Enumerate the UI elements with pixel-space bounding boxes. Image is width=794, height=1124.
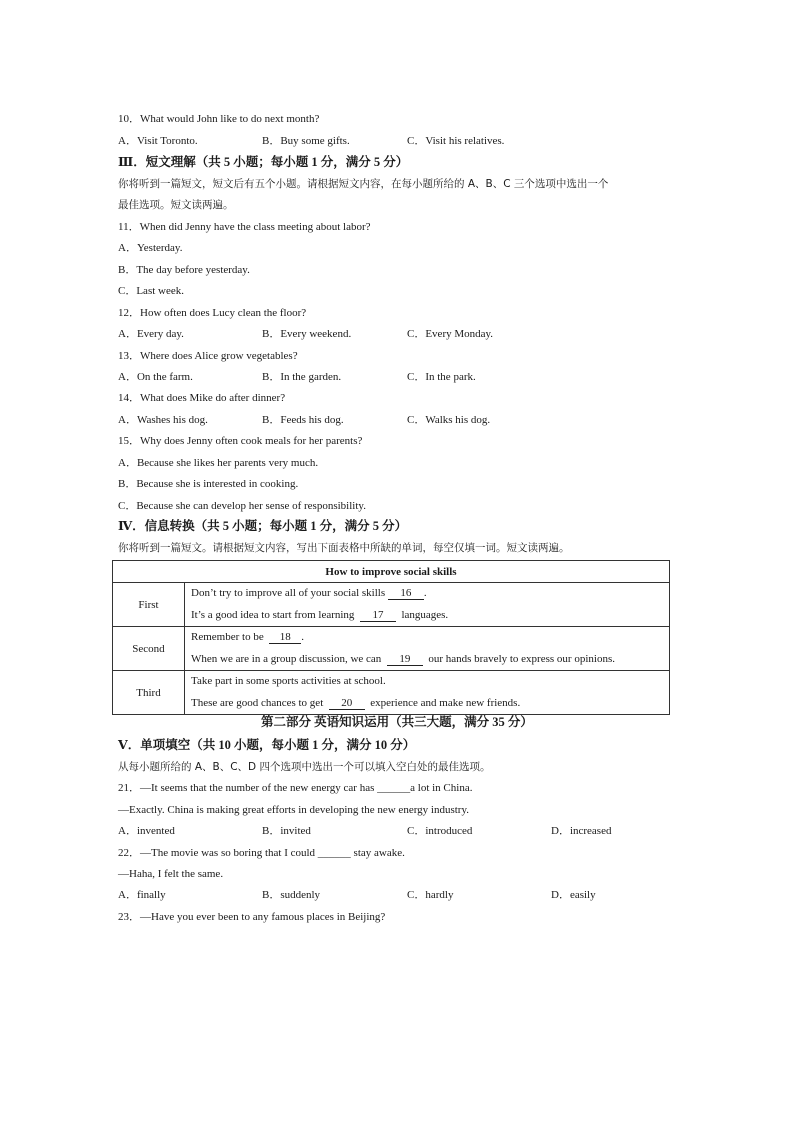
- row-label-third: Third: [113, 671, 185, 715]
- blank-20: 20: [329, 697, 365, 710]
- q12-option-a: A．Every day.: [118, 328, 184, 340]
- q11-option-a: A．Yesterday.: [118, 242, 183, 254]
- q12-option-b: B．Every weekend.: [262, 328, 352, 340]
- q13-option-c: C．In the park.: [407, 371, 476, 383]
- blank-19: 19: [387, 653, 423, 666]
- q22-line2: —Haha, I felt the same.: [118, 868, 224, 880]
- q23-line1: 23．—Have you ever been to any famous places in Beijing?: [118, 911, 386, 923]
- q21-option-c: C．introduced: [407, 825, 473, 837]
- q15-option-c: C．Because she can develop her sense of responsibility.: [118, 500, 366, 512]
- q11-option-b: B．The day before yesterday.: [118, 264, 250, 276]
- blank-16: 16: [388, 587, 424, 600]
- q14-stem: 14．What does Mike do after dinner?: [118, 392, 286, 404]
- row-label-first: First: [113, 583, 185, 627]
- q15-option-b: B．Because she is interested in cooking.: [118, 478, 299, 490]
- q15-stem: 15．Why does Jenny often cook meals for her parents?: [118, 435, 363, 447]
- row-content-second: Remember to be 18 . When we are in a group discussion, we can 19 our hands bravely to express our opinions.: [185, 627, 670, 671]
- table-header: How to improve social skills: [113, 561, 670, 583]
- q22-option-b: B．suddenly: [262, 889, 321, 901]
- section-5-title: Ⅴ．单项填空（共 10 小题，每小题 1 分，满分 10 分）: [118, 738, 416, 752]
- section-3-instructions-line2: 最佳选项。短文读两遍。: [118, 199, 234, 211]
- q21-option-d: D．increased: [551, 825, 612, 837]
- q13-stem: 13．Where does Alice grow vegetables?: [118, 350, 298, 362]
- q22-option-d: D．easily: [551, 889, 596, 901]
- q12-stem: 12．How often does Lucy clean the floor?: [118, 307, 307, 319]
- q21-line2: —Exactly. China is making great efforts in developing the new energy industry.: [118, 804, 470, 816]
- q10-option-b: B．Buy some gifts.: [262, 135, 350, 147]
- row-content-third: Take part in some sports activities at school. These are good chances to get 20 experience and make new friends.: [185, 671, 670, 715]
- section-3-title: Ⅲ．短文理解（共 5 小题；每小题 1 分，满分 5 分）: [118, 155, 409, 169]
- q21-line1: 21．—It seems that the number of the new energy car has ______a lot in China.: [118, 782, 473, 794]
- q10-option-a: A．Visit Toronto.: [118, 135, 198, 147]
- q21-option-b: B．invited: [262, 825, 311, 837]
- q11-option-c: C．Last week.: [118, 285, 184, 297]
- blank-17: 17: [360, 609, 396, 622]
- q22-option-c: C．hardly: [407, 889, 454, 901]
- q14-option-c: C．Walks his dog.: [407, 414, 491, 426]
- section-3-instructions-line1: 你将听到一篇短文，短文后有五个小题。请根据短文内容，在每小题所给的 A、B、C 三个选项中选出一个: [118, 178, 609, 190]
- part-2-title: 第二部分 英语知识运用（共三大题，满分 35 分）: [261, 715, 533, 729]
- q11-stem: 11．When did Jenny have the class meeting about labor?: [118, 221, 371, 233]
- q22-line1: 22．—The movie was so boring that I could ______ stay awake.: [118, 847, 405, 859]
- section-4-title: Ⅳ．信息转换（共 5 小题；每小题 1 分，满分 5 分）: [118, 519, 408, 533]
- q13-option-b: B．In the garden.: [262, 371, 342, 383]
- table-row: [113, 671, 670, 715]
- q14-option-b: B．Feeds his dog.: [262, 414, 344, 426]
- q22-option-a: A．finally: [118, 889, 166, 901]
- q14-option-a: A．Washes his dog.: [118, 414, 208, 426]
- table-row: [113, 627, 670, 671]
- q12-option-c: C．Every Monday.: [407, 328, 494, 340]
- section-5-instructions: 从每小题所给的 A、B、C、D 四个选项中选出一个可以填入空白处的最佳选项。: [118, 761, 491, 773]
- q10-stem: 10．What would John like to do next month?: [118, 113, 320, 125]
- row-content-first: Don’t try to improve all of your social skills 16 . It’s a good idea to start from learning 17 languages.: [185, 583, 670, 627]
- row-label-second: Second: [113, 627, 185, 671]
- q15-option-a: A．Because she likes her parents very much.: [118, 457, 319, 469]
- q21-option-a: A．invented: [118, 825, 175, 837]
- q10-option-c: C．Visit his relatives.: [407, 135, 505, 147]
- info-table: [112, 560, 670, 715]
- section-4-instructions: 你将听到一篇短文。请根据短文内容，写出下面表格中所缺的单词，每空仅填一词。短文读两遍。: [118, 542, 570, 554]
- blank-18: 18: [269, 631, 301, 644]
- q13-option-a: A．On the farm.: [118, 371, 193, 383]
- table-row: [113, 583, 670, 627]
